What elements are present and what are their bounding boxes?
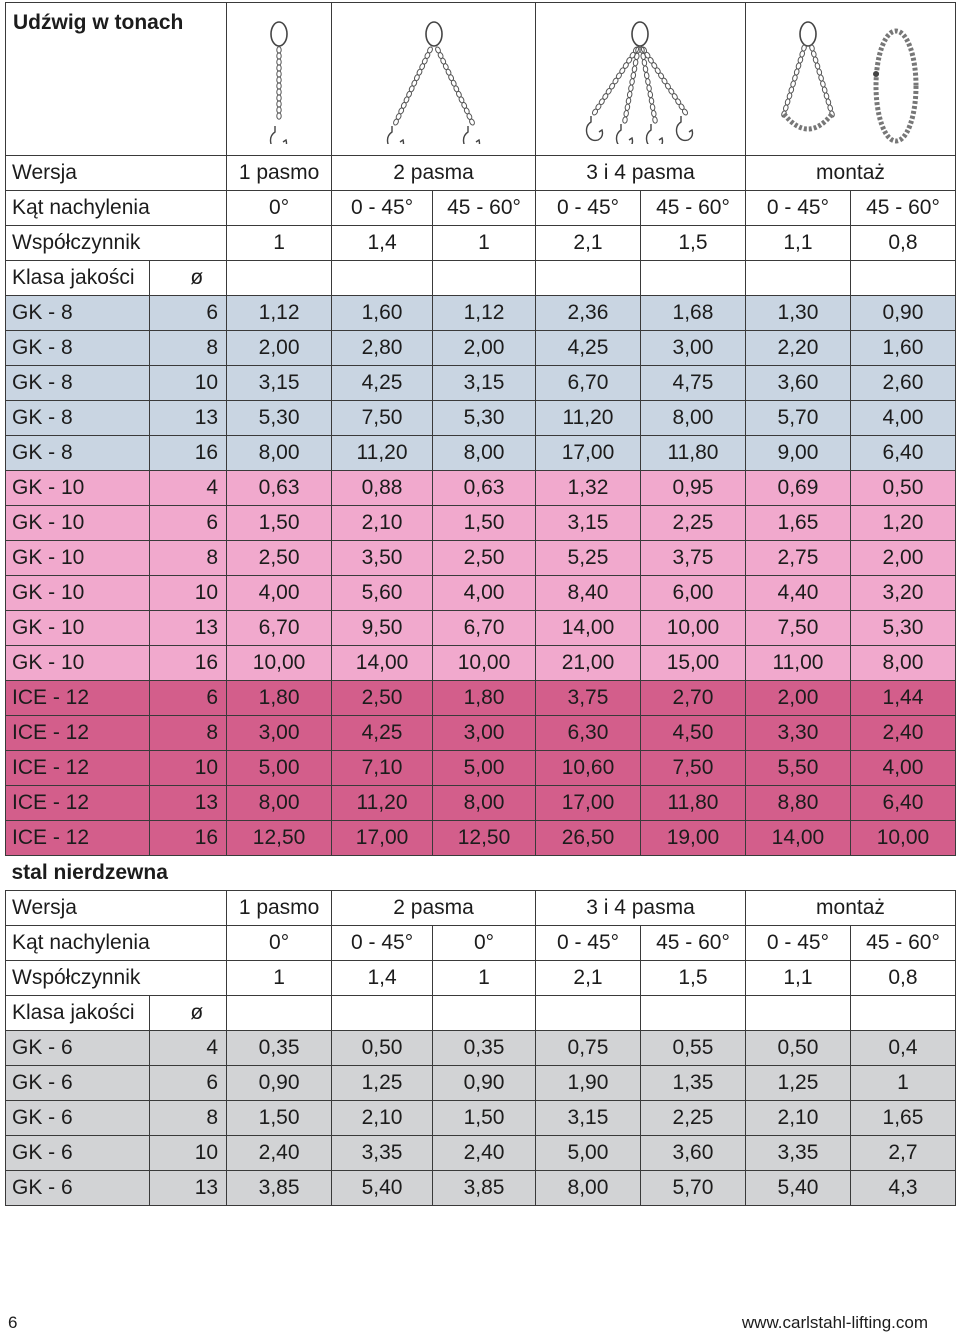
grade-label: Klasa jakości — [6, 261, 150, 296]
capacity-cell: 19,00 — [640, 821, 745, 856]
capacity-cell: 3,60 — [640, 1136, 745, 1171]
capacity-cell: 1,90 — [536, 1066, 641, 1101]
section-heading: stal nierdzewna — [6, 856, 956, 891]
grade-cell: GK - 6 — [6, 1101, 150, 1136]
capacity-cell: 4,25 — [332, 716, 433, 751]
capacity-cell: 15,00 — [640, 646, 745, 681]
capacity-cell: 1,12 — [433, 296, 536, 331]
version-header: 1 pasmo — [227, 891, 332, 926]
capacity-cell: 0,95 — [640, 471, 745, 506]
capacity-cell: 9,00 — [745, 436, 850, 471]
capacity-cell: 2,10 — [332, 506, 433, 541]
capacity-cell: 10,00 — [640, 611, 745, 646]
capacity-cell: 8,40 — [536, 576, 641, 611]
capacity-cell: 0,4 — [850, 1031, 955, 1066]
capacity-cell: 7,50 — [640, 751, 745, 786]
table-title: Udźwig w tonach — [6, 3, 227, 156]
capacity-cell: 1,35 — [640, 1066, 745, 1101]
row-label: Współczynnik — [6, 961, 227, 996]
grade-cell: GK - 6 — [6, 1136, 150, 1171]
capacity-cell: 11,00 — [745, 646, 850, 681]
capacity-cell: 6,70 — [433, 611, 536, 646]
angle-value: 0 - 45° — [536, 191, 641, 226]
diameter-label: ø — [150, 261, 227, 296]
row-label: Kąt nachylenia — [6, 191, 227, 226]
two-leg-chain-sling-icon — [334, 14, 534, 144]
grade-cell: GK - 10 — [6, 576, 150, 611]
table-row — [6, 1101, 956, 1136]
capacity-cell: 6,40 — [850, 436, 955, 471]
angle-value: 45 - 60° — [850, 191, 955, 226]
table-row — [6, 296, 956, 331]
capacity-cell: 5,70 — [745, 401, 850, 436]
diameter-cell: 4 — [150, 1031, 227, 1066]
capacity-cell: 0,90 — [227, 1066, 332, 1101]
capacity-cell: 3,50 — [332, 541, 433, 576]
capacity-cell: 2,25 — [640, 506, 745, 541]
capacity-cell: 10,60 — [536, 751, 641, 786]
table-row — [6, 751, 956, 786]
capacity-cell: 2,20 — [745, 331, 850, 366]
capacity-cell: 2,80 — [332, 331, 433, 366]
table-row — [6, 436, 956, 471]
angle-value: 45 - 60° — [433, 191, 536, 226]
angle-value: 0 - 45° — [745, 191, 850, 226]
table-row — [6, 366, 956, 401]
four-leg-chain-sling-cell — [536, 3, 746, 156]
capacity-cell: 1,25 — [332, 1066, 433, 1101]
factor-value: 1 — [433, 961, 536, 996]
empty-cell — [227, 996, 332, 1031]
capacity-cell: 4,00 — [227, 576, 332, 611]
empty-cell — [850, 996, 955, 1031]
grade-cell: GK - 8 — [6, 296, 150, 331]
version-header: 3 i 4 pasma — [536, 156, 746, 191]
capacity-cell: 2,75 — [745, 541, 850, 576]
capacity-cell: 12,50 — [433, 821, 536, 856]
capacity-cell: 0,69 — [745, 471, 850, 506]
capacity-cell: 1,50 — [433, 506, 536, 541]
capacity-cell: 7,50 — [745, 611, 850, 646]
capacity-cell: 1,50 — [433, 1101, 536, 1136]
capacity-cell: 1,25 — [745, 1066, 850, 1101]
capacity-cell: 5,40 — [332, 1171, 433, 1206]
empty-cell — [332, 996, 433, 1031]
diameter-cell: 13 — [150, 611, 227, 646]
capacity-cell: 5,00 — [536, 1136, 641, 1171]
four-leg-chain-sling-icon — [537, 14, 743, 144]
table-row — [6, 541, 956, 576]
capacity-cell: 0,55 — [640, 1031, 745, 1066]
empty-cell — [640, 261, 745, 296]
capacity-cell: 8,00 — [850, 646, 955, 681]
capacity-cell: 1 — [850, 1066, 955, 1101]
grade-header-row — [6, 996, 956, 1031]
capacity-cell: 1,20 — [850, 506, 955, 541]
capacity-cell: 9,50 — [332, 611, 433, 646]
capacity-cell: 0,90 — [850, 296, 955, 331]
capacity-cell: 1,68 — [640, 296, 745, 331]
capacity-cell: 17,00 — [536, 786, 641, 821]
capacity-cell: 0,63 — [227, 471, 332, 506]
diameter-cell: 10 — [150, 1136, 227, 1171]
diameter-cell: 6 — [150, 506, 227, 541]
factor-value: 0,8 — [850, 226, 955, 261]
capacity-cell: 3,85 — [433, 1171, 536, 1206]
table-row — [6, 786, 956, 821]
grade-cell: ICE - 12 — [6, 751, 150, 786]
capacity-cell: 2,00 — [745, 681, 850, 716]
capacity-cell: 5,40 — [745, 1171, 850, 1206]
website-url: www.carlstahl-lifting.com — [741, 1313, 928, 1332]
table-row — [6, 611, 956, 646]
angle-value: 0° — [227, 191, 332, 226]
diameter-cell: 8 — [150, 331, 227, 366]
capacity-cell: 3,15 — [433, 366, 536, 401]
capacity-cell: 11,80 — [640, 436, 745, 471]
version-header: 2 pasma — [332, 891, 536, 926]
diameter-cell: 8 — [150, 1101, 227, 1136]
capacity-cell: 4,00 — [850, 401, 955, 436]
diameter-cell: 13 — [150, 1171, 227, 1206]
capacity-cell: 3,75 — [640, 541, 745, 576]
angle-value: 0 - 45° — [536, 926, 641, 961]
capacity-cell: 10,00 — [850, 821, 955, 856]
capacity-cell: 5,50 — [745, 751, 850, 786]
grade-header-row — [6, 261, 956, 296]
capacity-cell: 1,65 — [850, 1101, 955, 1136]
capacity-cell: 2,50 — [433, 541, 536, 576]
empty-cell — [227, 261, 332, 296]
empty-cell — [536, 261, 641, 296]
empty-cell — [745, 996, 850, 1031]
capacity-cell: 5,30 — [433, 401, 536, 436]
angle-value: 0 - 45° — [332, 191, 433, 226]
capacity-cell: 0,63 — [433, 471, 536, 506]
grade-cell: ICE - 12 — [6, 821, 150, 856]
capacity-cell: 3,75 — [536, 681, 641, 716]
capacity-cell: 7,50 — [332, 401, 433, 436]
grade-cell: GK - 10 — [6, 611, 150, 646]
endless-chain-sling-icon — [746, 14, 954, 144]
version-header: montaż — [745, 891, 955, 926]
grade-cell: GK - 10 — [6, 646, 150, 681]
capacity-cell: 1,65 — [745, 506, 850, 541]
row-label: Wersja — [6, 156, 227, 191]
capacity-cell: 5,60 — [332, 576, 433, 611]
diameter-label: ø — [150, 996, 227, 1031]
capacity-cell: 3,35 — [332, 1136, 433, 1171]
version-header: 2 pasma — [332, 156, 536, 191]
capacity-cell: 4,25 — [536, 331, 641, 366]
capacity-cell: 4,75 — [640, 366, 745, 401]
row-label: Kąt nachylenia — [6, 926, 227, 961]
page-number: 6 — [8, 1313, 18, 1332]
grade-cell: GK - 10 — [6, 541, 150, 576]
empty-cell — [536, 996, 641, 1031]
grade-cell: ICE - 12 — [6, 716, 150, 751]
single-leg-chain-sling-icon — [229, 14, 329, 144]
diameter-cell: 10 — [150, 366, 227, 401]
factor-value: 1,1 — [745, 961, 850, 996]
table-row — [6, 1136, 956, 1171]
angle-value: 45 - 60° — [850, 926, 955, 961]
grade-cell: ICE - 12 — [6, 786, 150, 821]
angle-value: 45 - 60° — [640, 191, 745, 226]
capacity-cell: 11,80 — [640, 786, 745, 821]
diameter-cell: 10 — [150, 751, 227, 786]
capacity-cell: 6,30 — [536, 716, 641, 751]
capacity-cell: 3,60 — [745, 366, 850, 401]
capacity-cell: 1,80 — [433, 681, 536, 716]
grade-label: Klasa jakości — [6, 996, 150, 1031]
capacity-cell: 17,00 — [536, 436, 641, 471]
empty-cell — [433, 261, 536, 296]
capacity-cell: 5,30 — [227, 401, 332, 436]
capacity-cell: 10,00 — [227, 646, 332, 681]
capacity-cell: 1,12 — [227, 296, 332, 331]
single-leg-chain-sling-cell — [227, 3, 332, 156]
factor-value: 1,1 — [745, 226, 850, 261]
row-label: Wersja — [6, 891, 227, 926]
capacity-cell: 2,36 — [536, 296, 641, 331]
grade-cell: GK - 8 — [6, 401, 150, 436]
section-heading-row — [6, 856, 956, 891]
version-row — [6, 156, 956, 191]
capacity-cell: 4,50 — [640, 716, 745, 751]
capacity-cell: 11,20 — [536, 401, 641, 436]
row-label: Współczynnik — [6, 226, 227, 261]
empty-cell — [332, 261, 433, 296]
capacity-cell: 3,35 — [745, 1136, 850, 1171]
capacity-cell: 1,60 — [850, 331, 955, 366]
angle-value: 45 - 60° — [640, 926, 745, 961]
capacity-cell: 1,60 — [332, 296, 433, 331]
empty-cell — [640, 996, 745, 1031]
capacity-cell: 8,00 — [640, 401, 745, 436]
diameter-cell: 16 — [150, 821, 227, 856]
capacity-cell: 2,50 — [332, 681, 433, 716]
capacity-cell: 0,88 — [332, 471, 433, 506]
diameter-cell: 16 — [150, 646, 227, 681]
capacity-cell: 1,44 — [850, 681, 955, 716]
table-row — [6, 471, 956, 506]
diameter-cell: 6 — [150, 1066, 227, 1101]
capacity-cell: 14,00 — [332, 646, 433, 681]
capacity-cell: 2,70 — [640, 681, 745, 716]
capacity-cell: 4,00 — [850, 751, 955, 786]
factor-value: 1 — [433, 226, 536, 261]
factor-row — [6, 961, 956, 996]
capacity-cell: 2,7 — [850, 1136, 955, 1171]
capacity-cell: 8,00 — [536, 1171, 641, 1206]
capacity-cell: 6,70 — [536, 366, 641, 401]
capacity-cell: 8,80 — [745, 786, 850, 821]
capacity-cell: 0,50 — [745, 1031, 850, 1066]
factor-value: 2,1 — [536, 226, 641, 261]
capacity-cell: 2,40 — [227, 1136, 332, 1171]
factor-value: 1,5 — [640, 961, 745, 996]
grade-cell: GK - 6 — [6, 1171, 150, 1206]
table-row — [6, 331, 956, 366]
capacity-cell: 3,30 — [745, 716, 850, 751]
capacity-cell: 5,25 — [536, 541, 641, 576]
sling-diagram-row — [6, 3, 956, 156]
capacity-cell: 5,70 — [640, 1171, 745, 1206]
version-header: montaż — [745, 156, 955, 191]
capacity-cell: 3,85 — [227, 1171, 332, 1206]
diameter-cell: 16 — [150, 436, 227, 471]
capacity-cell: 1,80 — [227, 681, 332, 716]
grade-cell: GK - 10 — [6, 471, 150, 506]
angle-row — [6, 926, 956, 961]
capacity-cell: 2,00 — [850, 541, 955, 576]
capacity-cell: 2,25 — [640, 1101, 745, 1136]
factor-value: 1,4 — [332, 961, 433, 996]
capacity-cell: 2,40 — [433, 1136, 536, 1171]
load-capacity-table — [5, 2, 956, 1206]
capacity-cell: 2,60 — [850, 366, 955, 401]
capacity-cell: 6,00 — [640, 576, 745, 611]
capacity-cell: 3,00 — [433, 716, 536, 751]
version-header: 3 i 4 pasma — [536, 891, 746, 926]
capacity-cell: 3,15 — [227, 366, 332, 401]
capacity-cell: 0,75 — [536, 1031, 641, 1066]
angle-value: 0 - 45° — [332, 926, 433, 961]
empty-cell — [850, 261, 955, 296]
version-header: 1 pasmo — [227, 156, 332, 191]
table-row — [6, 1171, 956, 1206]
angle-value: 0° — [227, 926, 332, 961]
factor-value: 1 — [227, 226, 332, 261]
capacity-cell: 2,00 — [433, 331, 536, 366]
grade-cell: ICE - 12 — [6, 681, 150, 716]
capacity-cell: 8,00 — [433, 786, 536, 821]
diameter-cell: 8 — [150, 716, 227, 751]
capacity-cell: 0,50 — [332, 1031, 433, 1066]
table-row — [6, 401, 956, 436]
capacity-cell: 12,50 — [227, 821, 332, 856]
capacity-cell: 3,15 — [536, 506, 641, 541]
diameter-cell: 6 — [150, 296, 227, 331]
diameter-cell: 4 — [150, 471, 227, 506]
table-row — [6, 506, 956, 541]
table-row — [6, 716, 956, 751]
diameter-cell: 6 — [150, 681, 227, 716]
capacity-cell: 3,20 — [850, 576, 955, 611]
diameter-cell: 8 — [150, 541, 227, 576]
factor-value: 1,4 — [332, 226, 433, 261]
capacity-cell: 8,00 — [227, 786, 332, 821]
capacity-cell: 5,30 — [850, 611, 955, 646]
two-leg-chain-sling-cell — [332, 3, 536, 156]
capacity-cell: 11,20 — [332, 786, 433, 821]
angle-value: 0° — [433, 926, 536, 961]
grade-cell: GK - 6 — [6, 1066, 150, 1101]
capacity-cell: 6,70 — [227, 611, 332, 646]
diameter-cell: 10 — [150, 576, 227, 611]
grade-cell: GK - 8 — [6, 331, 150, 366]
capacity-cell: 7,10 — [332, 751, 433, 786]
version-row — [6, 891, 956, 926]
capacity-cell: 2,00 — [227, 331, 332, 366]
capacity-cell: 0,50 — [850, 471, 955, 506]
capacity-cell: 4,00 — [433, 576, 536, 611]
capacity-cell: 2,40 — [850, 716, 955, 751]
capacity-cell: 1,30 — [745, 296, 850, 331]
table-row — [6, 1066, 956, 1101]
table-row — [6, 821, 956, 856]
capacity-cell: 1,50 — [227, 1101, 332, 1136]
capacity-cell: 17,00 — [332, 821, 433, 856]
capacity-cell: 0,35 — [227, 1031, 332, 1066]
capacity-cell: 3,00 — [640, 331, 745, 366]
capacity-cell: 8,00 — [433, 436, 536, 471]
capacity-cell: 1,32 — [536, 471, 641, 506]
diameter-cell: 13 — [150, 401, 227, 436]
grade-cell: GK - 8 — [6, 366, 150, 401]
table-row — [6, 576, 956, 611]
table-row — [6, 646, 956, 681]
factor-value: 1,5 — [640, 226, 745, 261]
capacity-cell: 5,00 — [227, 751, 332, 786]
capacity-cell: 2,50 — [227, 541, 332, 576]
angle-value: 0 - 45° — [745, 926, 850, 961]
factor-value: 2,1 — [536, 961, 641, 996]
capacity-cell: 11,20 — [332, 436, 433, 471]
capacity-cell: 14,00 — [745, 821, 850, 856]
endless-chain-sling-cell — [745, 3, 955, 156]
empty-cell — [433, 996, 536, 1031]
capacity-cell: 10,00 — [433, 646, 536, 681]
grade-cell: GK - 10 — [6, 506, 150, 541]
capacity-cell: 6,40 — [850, 786, 955, 821]
angle-row — [6, 191, 956, 226]
capacity-cell: 21,00 — [536, 646, 641, 681]
capacity-cell: 0,35 — [433, 1031, 536, 1066]
capacity-cell: 0,90 — [433, 1066, 536, 1101]
grade-cell: GK - 8 — [6, 436, 150, 471]
capacity-cell: 14,00 — [536, 611, 641, 646]
capacity-cell: 4,25 — [332, 366, 433, 401]
empty-cell — [745, 261, 850, 296]
table-row — [6, 1031, 956, 1066]
capacity-cell: 4,3 — [850, 1171, 955, 1206]
table-row — [6, 681, 956, 716]
capacity-cell: 8,00 — [227, 436, 332, 471]
factor-value: 1 — [227, 961, 332, 996]
factor-value: 0,8 — [850, 961, 955, 996]
capacity-cell: 3,15 — [536, 1101, 641, 1136]
capacity-cell: 2,10 — [332, 1101, 433, 1136]
capacity-cell: 3,00 — [227, 716, 332, 751]
capacity-cell: 4,40 — [745, 576, 850, 611]
diameter-cell: 13 — [150, 786, 227, 821]
grade-cell: GK - 6 — [6, 1031, 150, 1066]
capacity-cell: 2,10 — [745, 1101, 850, 1136]
capacity-cell: 1,50 — [227, 506, 332, 541]
capacity-cell: 5,00 — [433, 751, 536, 786]
factor-row — [6, 226, 956, 261]
capacity-cell: 26,50 — [536, 821, 641, 856]
